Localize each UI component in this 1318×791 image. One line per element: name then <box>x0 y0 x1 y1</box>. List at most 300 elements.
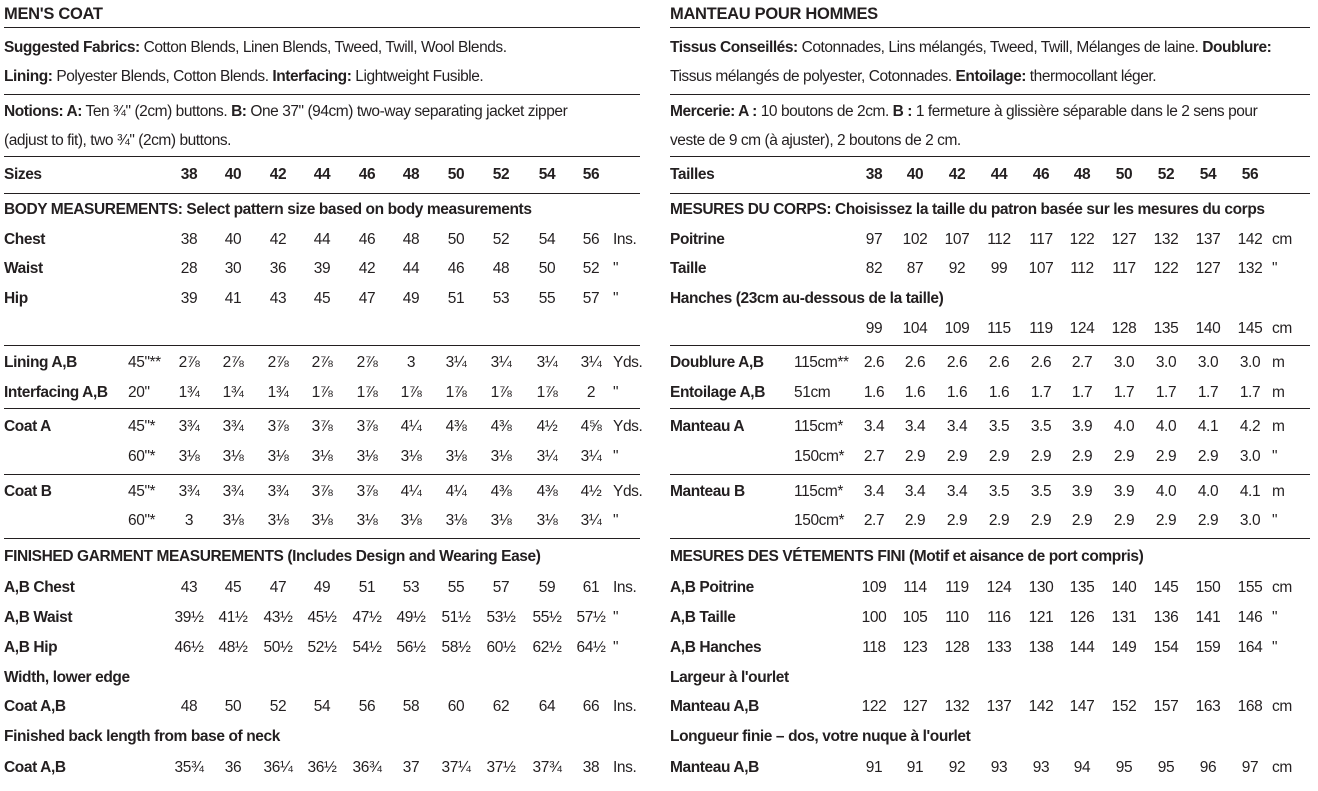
value-cell: 1.7 <box>1197 384 1219 401</box>
value-cell: 3.0 <box>1239 354 1261 371</box>
value-cell: 51 <box>447 290 465 307</box>
divider <box>670 193 1310 194</box>
size-header-cell: 56 <box>582 166 600 183</box>
value-cell: 42 <box>358 260 376 277</box>
value-cell: 4¼ <box>400 418 422 435</box>
value-cell: 56 <box>358 698 376 715</box>
value-cell: 3⅛ <box>356 512 378 529</box>
value-cell: 2.9 <box>1113 512 1135 529</box>
value-cell: 54 <box>313 698 331 715</box>
value-cell: 57 <box>492 579 510 596</box>
interfacing-label: Entoilage: <box>955 68 1026 85</box>
value-cell: 87 <box>906 260 924 277</box>
value-cell: 55 <box>447 579 465 596</box>
unit-label: " <box>613 448 619 465</box>
fabrics-line <box>670 33 1310 63</box>
value-cell: 117 <box>1112 260 1136 277</box>
value-cell: 140 <box>1111 579 1137 596</box>
value-cell: 117 <box>1029 231 1053 248</box>
value-cell: 114 <box>903 579 927 596</box>
value-cell: 1.7 <box>1239 384 1261 401</box>
value-cell: 42 <box>269 231 287 248</box>
value-cell: 38 <box>582 759 600 776</box>
value-cell: 91 <box>865 759 883 776</box>
size-header-cell: 48 <box>402 166 420 183</box>
value-cell: 136 <box>1153 609 1179 626</box>
unit-label: " <box>1272 512 1278 529</box>
value-cell: 4.0 <box>1155 483 1177 500</box>
value-cell: 57½ <box>576 609 606 626</box>
value-cell: 2.6 <box>988 354 1010 371</box>
value-cell: 64½ <box>576 639 606 656</box>
value-cell: 138 <box>1028 639 1054 656</box>
size-header-cell: 38 <box>865 166 883 183</box>
row-label: Manteau A <box>670 418 745 435</box>
value-cell: 128 <box>1111 320 1137 337</box>
value-cell: 2.9 <box>1030 512 1052 529</box>
value-cell: 145 <box>1237 320 1263 337</box>
value-cell: 127 <box>1111 231 1137 248</box>
row-label: Coat A,B <box>4 759 66 776</box>
lining-line <box>4 62 640 92</box>
value-cell: 3.4 <box>863 483 885 500</box>
yardage-row <box>670 412 1310 442</box>
value-cell: 35¾ <box>174 759 204 776</box>
value-cell: 93 <box>990 759 1008 776</box>
finished-measurements-header: FINISHED GARMENT MEASUREMENTS (Includes Design and Wearing Ease) <box>4 548 541 565</box>
sizes-row <box>4 160 640 190</box>
yardage-row <box>670 442 1310 472</box>
value-cell: 3⅛ <box>445 512 467 529</box>
value-cell: 122 <box>1069 231 1095 248</box>
value-cell: 3⅛ <box>445 448 467 465</box>
value-cell: 50 <box>224 698 242 715</box>
row-label: Waist <box>4 260 43 277</box>
row-label: Doublure A,B <box>670 354 764 371</box>
fabric-width: 20" <box>128 384 150 401</box>
value-cell: 61 <box>582 579 600 596</box>
value-cell: 3.5 <box>988 483 1010 500</box>
value-cell: 1.6 <box>946 384 968 401</box>
value-cell: 109 <box>944 320 970 337</box>
divider <box>670 345 1310 346</box>
value-cell: 62 <box>492 698 510 715</box>
size-header-cell: 52 <box>492 166 510 183</box>
value-cell: 2.6 <box>904 354 926 371</box>
value-cell: 144 <box>1069 639 1095 656</box>
body-row <box>670 254 1310 284</box>
value-cell: 1.7 <box>1113 384 1135 401</box>
value-cell: 95 <box>1157 759 1175 776</box>
size-header-cell: 40 <box>906 166 924 183</box>
value-cell: 118 <box>862 639 886 656</box>
value-cell: 3¾ <box>222 483 244 500</box>
value-cell: 135 <box>1069 579 1095 596</box>
value-cell: 37½ <box>486 759 516 776</box>
fabric-width: 115cm* <box>794 418 844 435</box>
value-cell: 53 <box>492 290 510 307</box>
row-label: Coat A,B <box>4 698 66 715</box>
interfacing-label: Interfacing: <box>272 68 352 85</box>
value-cell: 1⅞ <box>356 384 378 401</box>
value-cell: 4⅜ <box>490 483 512 500</box>
divider <box>670 94 1310 95</box>
value-cell: 107 <box>944 231 970 248</box>
value-cell: 3.4 <box>904 483 926 500</box>
value-cell: 2.6 <box>863 354 885 371</box>
size-header-cell: 40 <box>224 166 242 183</box>
value-cell: 3¼ <box>580 512 602 529</box>
size-header-cell: 50 <box>1115 166 1133 183</box>
value-cell: 94 <box>1073 759 1091 776</box>
width-lower-edge-header: Width, lower edge <box>4 669 130 686</box>
unit-label: " <box>613 290 619 307</box>
row-label: Manteau A,B <box>670 759 759 776</box>
row-label: A,B Poitrine <box>670 579 754 596</box>
value-cell: 4.1 <box>1239 483 1261 500</box>
value-cell: 2.7 <box>1071 354 1093 371</box>
yardage-row <box>670 348 1310 378</box>
yardage-row <box>670 477 1310 507</box>
value-cell: 110 <box>945 609 969 626</box>
unit-label: " <box>1272 260 1278 277</box>
value-cell: 50 <box>538 260 556 277</box>
unit-label: Ins. <box>613 231 637 248</box>
value-cell: 41 <box>224 290 242 307</box>
row-label: Sizes <box>4 166 42 183</box>
value-cell: 1⅞ <box>536 384 558 401</box>
hip-header: Hanches (23cm au-dessous de la taille) <box>670 290 944 307</box>
row-label: A,B Taille <box>670 609 736 626</box>
value-cell: 4⅜ <box>445 418 467 435</box>
value-cell: 40 <box>224 231 242 248</box>
notions-text-a: 10 boutons de 2cm. <box>756 103 893 120</box>
value-cell: 99 <box>865 320 883 337</box>
value-cell: 2.9 <box>946 512 968 529</box>
size-header-cell: 44 <box>990 166 1008 183</box>
value-cell: 2.9 <box>1113 448 1135 465</box>
value-cell: 57 <box>582 290 600 307</box>
value-cell: 45½ <box>307 609 337 626</box>
body-row <box>4 225 640 255</box>
value-cell: 135 <box>1153 320 1179 337</box>
value-cell: 115 <box>987 320 1011 337</box>
value-cell: 49½ <box>396 609 426 626</box>
value-cell: 127 <box>902 698 928 715</box>
value-cell: 48 <box>402 231 420 248</box>
divider <box>4 156 640 157</box>
value-cell: 3¼ <box>445 354 467 371</box>
notions-line-2: veste de 9 cm (à ajuster), 2 boutons de 2 cm. <box>670 132 961 149</box>
value-cell: 147 <box>1069 698 1095 715</box>
value-cell: 1⅞ <box>311 384 333 401</box>
row-label: Manteau A,B <box>670 698 759 715</box>
value-cell: 2.9 <box>988 512 1010 529</box>
divider <box>4 474 640 475</box>
value-cell: 37 <box>402 759 420 776</box>
value-cell: 157 <box>1153 698 1179 715</box>
value-cell: 142 <box>1237 231 1263 248</box>
value-cell: 37¾ <box>532 759 562 776</box>
body-measurements-header: MESURES DU CORPS: Choisissez la taille du patron basée sur les mesures du corps <box>670 201 1265 218</box>
value-cell: 3.0 <box>1239 512 1261 529</box>
value-cell: 127 <box>1195 260 1221 277</box>
value-cell: 3.9 <box>1113 483 1135 500</box>
value-cell: 1¾ <box>222 384 244 401</box>
body-row <box>670 225 1310 255</box>
notions-text-a: Ten ¾" (2cm) buttons. <box>81 103 232 120</box>
divider <box>4 27 640 28</box>
value-cell: 1⅞ <box>445 384 467 401</box>
value-cell: 51 <box>358 579 376 596</box>
yardage-row <box>4 442 640 472</box>
value-cell: 3⅛ <box>400 512 422 529</box>
value-cell: 4½ <box>536 418 558 435</box>
value-cell: 3.0 <box>1239 448 1261 465</box>
value-cell: 163 <box>1195 698 1221 715</box>
value-cell: 66 <box>582 698 600 715</box>
fabric-width: 150cm* <box>794 512 845 529</box>
value-cell: 2.7 <box>863 512 885 529</box>
value-cell: 3¼ <box>536 354 558 371</box>
value-cell: 3 <box>406 354 416 371</box>
value-cell: 3 <box>184 512 194 529</box>
value-cell: 119 <box>1029 320 1053 337</box>
value-cell: 4.2 <box>1239 418 1261 435</box>
value-cell: 1¾ <box>267 384 289 401</box>
unit-label: " <box>613 260 619 277</box>
value-cell: 2.9 <box>988 448 1010 465</box>
value-cell: 3⅛ <box>267 512 289 529</box>
value-cell: 59 <box>538 579 556 596</box>
row-label: Coat B <box>4 483 52 500</box>
width-lower-edge-header: Largeur à l'ourlet <box>670 669 789 686</box>
value-cell: 52 <box>269 698 287 715</box>
value-cell: 52 <box>582 260 600 277</box>
yardage-row <box>670 506 1310 536</box>
value-cell: 150 <box>1195 579 1221 596</box>
unit-label: Yds. <box>613 483 643 500</box>
value-cell: 44 <box>402 260 420 277</box>
value-cell: 4⅝ <box>580 418 602 435</box>
value-cell: 56 <box>582 231 600 248</box>
fabric-width: 150cm* <box>794 448 845 465</box>
value-cell: 4¼ <box>400 483 422 500</box>
value-cell: 96 <box>1199 759 1217 776</box>
back-length-header: Longueur finie – dos, votre nuque à l'ourlet <box>670 728 971 745</box>
notions-label-b: B : <box>892 103 912 120</box>
fabric-width: 51cm <box>794 384 831 401</box>
value-cell: 1.6 <box>904 384 926 401</box>
value-cell: 164 <box>1237 639 1263 656</box>
value-cell: 146 <box>1237 609 1263 626</box>
value-cell: 152 <box>1111 698 1137 715</box>
value-cell: 44 <box>313 231 331 248</box>
value-cell: 159 <box>1195 639 1221 656</box>
value-cell: 131 <box>1111 609 1137 626</box>
body-row <box>4 254 640 284</box>
length-row <box>670 753 1310 783</box>
value-cell: 2.9 <box>1197 512 1219 529</box>
size-header-cell: 54 <box>538 166 556 183</box>
value-cell: 142 <box>1028 698 1054 715</box>
value-cell: 140 <box>1195 320 1221 337</box>
unit-label: m <box>1272 418 1285 435</box>
size-header-cell: 50 <box>447 166 465 183</box>
lining-label: Lining: <box>4 68 53 85</box>
value-cell: 121 <box>1028 609 1054 626</box>
value-cell: 119 <box>945 579 969 596</box>
fabric-width: 45"* <box>128 483 156 500</box>
yardage-row <box>4 412 643 442</box>
value-cell: 55 <box>538 290 556 307</box>
fabric-width: 45"* <box>128 418 156 435</box>
value-cell: 1.6 <box>988 384 1010 401</box>
finished-row <box>670 573 1310 603</box>
width-row <box>4 692 640 722</box>
value-cell: 2.9 <box>1071 512 1093 529</box>
divider <box>4 345 640 346</box>
value-cell: 3.5 <box>1030 483 1052 500</box>
value-cell: 133 <box>986 639 1012 656</box>
notions-label-b: B: <box>231 103 247 120</box>
value-cell: 39½ <box>174 609 204 626</box>
value-cell: 43 <box>180 579 198 596</box>
value-cell: 3.4 <box>946 483 968 500</box>
fabrics-text: Cotonnades, Lins mélangés, Tweed, Twill, Mélanges de laine. <box>797 39 1203 56</box>
value-cell: 4⅜ <box>536 483 558 500</box>
finished-row <box>670 633 1310 663</box>
value-cell: 39 <box>180 290 198 307</box>
value-cell: 30 <box>224 260 242 277</box>
value-cell: 97 <box>865 231 883 248</box>
value-cell: 2⅞ <box>178 354 200 371</box>
row-label: Tailles <box>670 166 715 183</box>
value-cell: 2.6 <box>946 354 968 371</box>
section-title: MEN'S COAT <box>4 5 103 23</box>
divider <box>670 474 1310 475</box>
value-cell: 3⅛ <box>222 512 244 529</box>
value-cell: 3¼ <box>580 448 602 465</box>
yardage-row <box>4 378 640 408</box>
notions-text-b: One 37" (94cm) two-way separating jacket zipper <box>246 103 568 120</box>
width-row <box>670 692 1310 722</box>
value-cell: 4.1 <box>1197 418 1219 435</box>
sizes-row <box>670 160 1310 190</box>
value-cell: 3¾ <box>178 483 200 500</box>
value-cell: 60½ <box>486 639 516 656</box>
value-cell: 60 <box>447 698 465 715</box>
value-cell: 116 <box>987 609 1011 626</box>
value-cell: 3.4 <box>946 418 968 435</box>
value-cell: 3⅞ <box>356 418 378 435</box>
value-cell: 2.9 <box>1155 512 1177 529</box>
value-cell: 137 <box>1195 231 1221 248</box>
value-cell: 122 <box>1153 260 1179 277</box>
value-cell: 41½ <box>218 609 248 626</box>
notions-label: Notions: A: <box>4 103 82 120</box>
value-cell: 3.9 <box>1071 418 1093 435</box>
value-cell: 2.9 <box>1197 448 1219 465</box>
finished-row <box>670 603 1310 633</box>
size-header-cell: 38 <box>180 166 198 183</box>
unit-label: m <box>1272 354 1285 371</box>
value-cell: 2.9 <box>1030 448 1052 465</box>
value-cell: 102 <box>902 231 928 248</box>
value-cell: 3.0 <box>1155 354 1177 371</box>
value-cell: 62½ <box>532 639 562 656</box>
unit-label: " <box>1272 639 1278 656</box>
divider <box>670 27 1310 28</box>
row-label: Interfacing A,B <box>4 384 108 401</box>
divider <box>670 538 1310 539</box>
value-cell: 2⅞ <box>311 354 333 371</box>
row-label: Poitrine <box>670 231 725 248</box>
value-cell: 130 <box>1028 579 1054 596</box>
value-cell: 45 <box>313 290 331 307</box>
interfacing-text: Lightweight Fusible. <box>351 68 484 85</box>
finished-row <box>4 603 640 633</box>
interfacing-text: thermocollant léger. <box>1025 68 1157 85</box>
divider <box>670 408 1310 409</box>
value-cell: 91 <box>906 759 924 776</box>
value-cell: 124 <box>1069 320 1095 337</box>
value-cell: 4¼ <box>445 483 467 500</box>
fabrics-label: Suggested Fabrics: <box>4 39 140 56</box>
value-cell: 3⅛ <box>222 448 244 465</box>
size-header-cell: 56 <box>1241 166 1259 183</box>
notions-label: Mercerie: A : <box>670 103 757 120</box>
value-cell: 36¾ <box>352 759 382 776</box>
value-cell: 3.5 <box>1030 418 1052 435</box>
size-header-cell: 54 <box>1199 166 1217 183</box>
size-header-cell: 44 <box>313 166 331 183</box>
value-cell: 2.9 <box>946 448 968 465</box>
value-cell: 95 <box>1115 759 1133 776</box>
unit-label: " <box>1272 448 1278 465</box>
value-cell: 4.0 <box>1113 418 1135 435</box>
value-cell: 107 <box>1028 260 1054 277</box>
value-cell: 3⅛ <box>490 512 512 529</box>
value-cell: 36¼ <box>263 759 293 776</box>
value-cell: 123 <box>902 639 928 656</box>
value-cell: 46 <box>447 260 465 277</box>
value-cell: 43 <box>269 290 287 307</box>
unit-label: " <box>613 609 619 626</box>
fabric-width: 45"** <box>128 354 161 371</box>
yardage-row <box>4 348 643 378</box>
value-cell: 3.9 <box>1071 483 1093 500</box>
value-cell: 46 <box>358 231 376 248</box>
value-cell: 46½ <box>174 639 204 656</box>
size-header-cell: 52 <box>1157 166 1175 183</box>
value-cell: 3⅛ <box>311 512 333 529</box>
value-cell: 154 <box>1153 639 1179 656</box>
value-cell: 3⅞ <box>311 418 333 435</box>
value-cell: 126 <box>1069 609 1095 626</box>
value-cell: 48 <box>492 260 510 277</box>
value-cell: 92 <box>948 260 966 277</box>
value-cell: 58½ <box>441 639 471 656</box>
unit-label: cm <box>1272 231 1292 248</box>
unit-label: Ins. <box>613 759 637 776</box>
value-cell: 37¼ <box>441 759 471 776</box>
unit-label: Ins. <box>613 698 637 715</box>
size-header-cell: 42 <box>269 166 287 183</box>
value-cell: 109 <box>861 579 887 596</box>
unit-label: m <box>1272 384 1285 401</box>
value-cell: 48½ <box>218 639 248 656</box>
